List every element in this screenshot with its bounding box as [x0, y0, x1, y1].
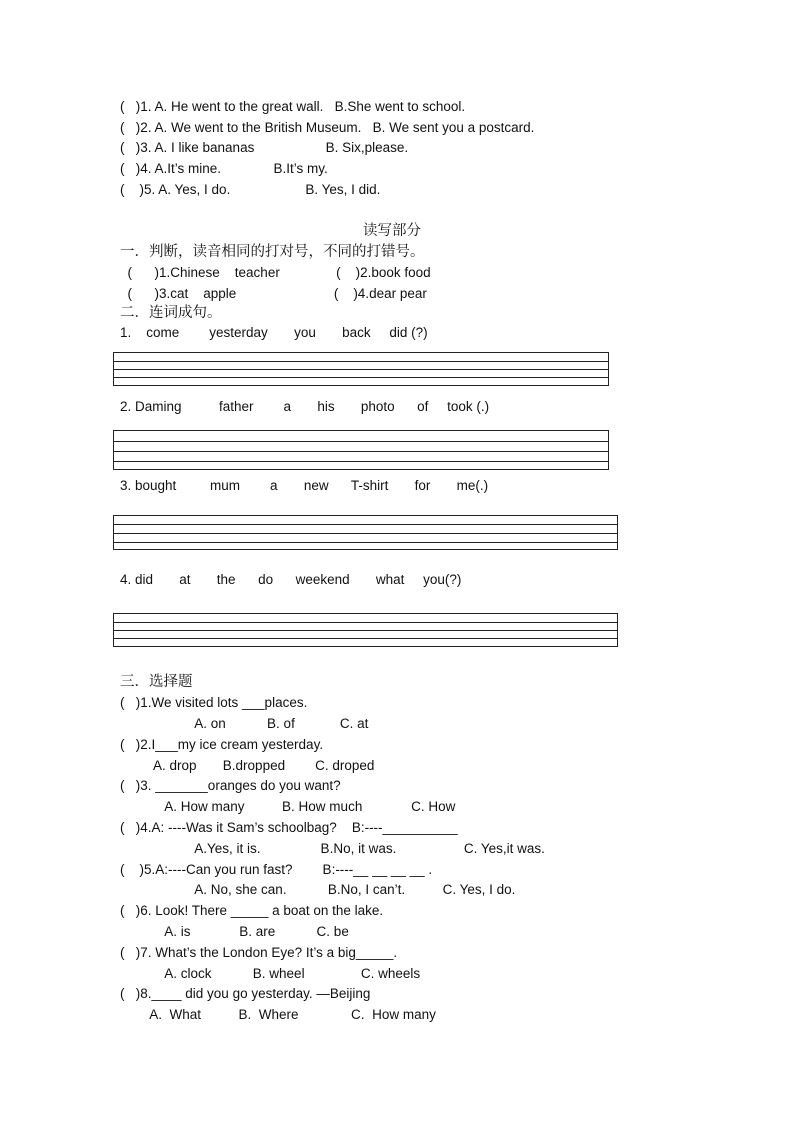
part2-item-4: 4. did at the do weekend what you(?): [120, 572, 462, 587]
answer-lines-1[interactable]: [113, 352, 609, 386]
part3-q2: ( )2.I___my ice cream yesterday.: [120, 737, 324, 752]
listening-q4: ( )4. A.It’s mine. B.It’s my.: [120, 161, 328, 176]
part3-q3: ( )3. _______oranges do you want?: [120, 778, 341, 793]
part2-item-3: 3. bought mum a new T-shirt for me(.): [120, 478, 489, 493]
answer-lines-4[interactable]: [113, 613, 618, 647]
part3-q6-options: A. is B. are C. be: [120, 924, 349, 939]
part3-q4: ( )4.A: ----Was it Sam’s schoolbag? B:----__________: [120, 820, 458, 835]
part3-q7: ( )7. What’s the London Eye? It’s a big_____.: [120, 945, 398, 960]
part3-heading: 三．选择题: [120, 674, 193, 690]
listening-q2: ( )2. A. We went to the British Museum. B. We sent you a postcard.: [120, 120, 535, 135]
part3-q8-options: A. What B. Where C. How many: [120, 1007, 436, 1022]
part3-q8: ( )8.____ did you go yesterday. —Beijing: [120, 986, 371, 1001]
part1-heading: 一．判断，读音相同的打对号，不同的打错号。: [120, 244, 425, 260]
answer-lines-2[interactable]: [113, 430, 609, 470]
listening-q3: ( )3. A. I like bananas B. Six,please.: [120, 140, 409, 155]
part2-item-2: 2. Daming father a his photo of took (.): [120, 399, 490, 414]
listening-q1: ( )1. A. He went to the great wall. B.She went to school.: [120, 99, 466, 114]
part3-q5: ( )5.A:----Can you run fast? B:----__ __ __ __ .: [120, 862, 433, 877]
part3-q2-options: A. drop B.dropped C. droped: [120, 758, 375, 773]
part3-q1-options: A. on B. of C. at: [120, 716, 369, 731]
part3-q5-options: A. No, she can. B.No, I can’t. C. Yes, I do.: [120, 882, 516, 897]
part1-row-1: ( )1.Chinese teacher ( )2.book food: [120, 265, 431, 280]
part3-q1: ( )1.We visited lots ___places.: [120, 695, 308, 710]
part3-q6: ( )6. Look! There _____ a boat on the lake.: [120, 903, 384, 918]
part2-item-1: 1. come yesterday you back did (?): [120, 325, 428, 340]
listening-q5: ( )5. A. Yes, I do. B. Yes, I did.: [120, 182, 381, 197]
part3-q3-options: A. How many B. How much C. How: [120, 799, 456, 814]
section-title: 读写部分: [363, 223, 421, 239]
part1-row-2: ( )3.cat apple ( )4.dear pear: [120, 286, 427, 301]
part3-q4-options: A.Yes, it is. B.No, it was. C. Yes,it was.: [120, 841, 545, 856]
answer-lines-3[interactable]: [113, 515, 618, 550]
part3-q7-options: A. clock B. wheel C. wheels: [120, 966, 421, 981]
part2-heading: 二．连词成句。: [120, 305, 222, 321]
